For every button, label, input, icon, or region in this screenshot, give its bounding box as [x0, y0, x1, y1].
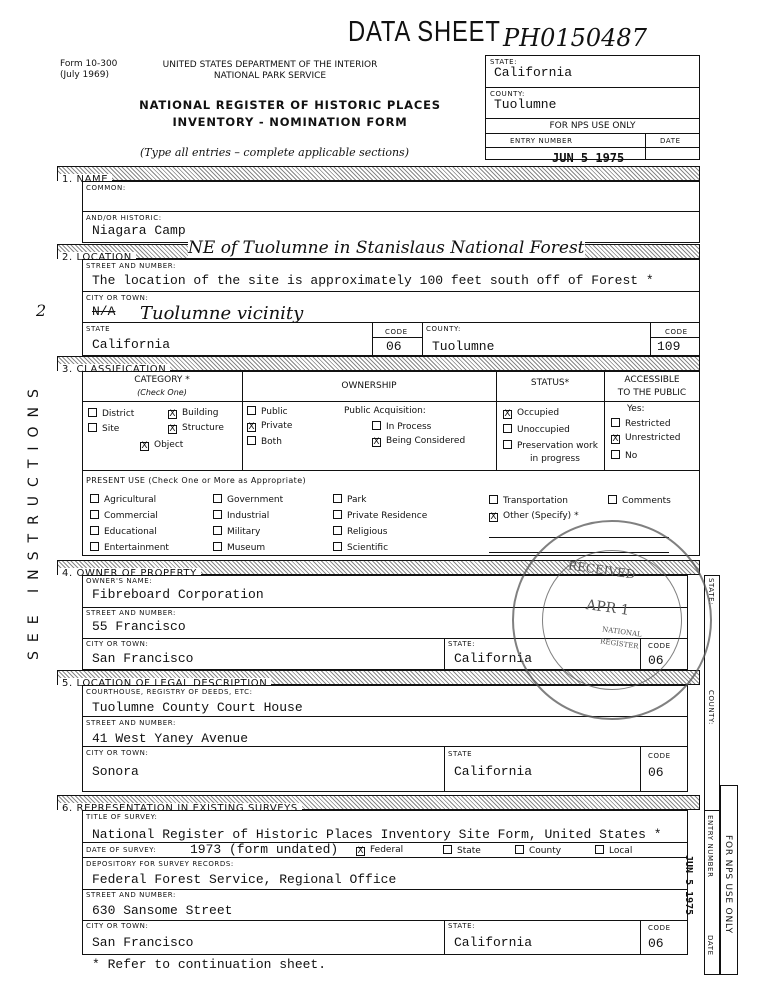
location-state: California: [92, 337, 171, 352]
county-code: 109: [657, 339, 681, 354]
present-use-label: PRESENT USE (Check One or More as Appropriate): [86, 476, 307, 485]
survey-local[interactable]: Local: [595, 845, 632, 856]
date-label: DATE: [660, 137, 681, 145]
survey-code-label: CODE: [648, 924, 671, 932]
location-county: Tuolumne: [432, 339, 495, 354]
category-label: CATEGORY *: [134, 375, 190, 385]
survey-title: National Register of Historic Places Inventory Site Form, United States *: [92, 827, 662, 842]
state-label: STATE:: [490, 58, 518, 66]
state-code: 06: [386, 339, 402, 354]
nps-use-label: FOR NPS USE ONLY: [549, 121, 636, 131]
use-museum[interactable]: Museum: [213, 542, 265, 553]
city-mark: 2: [36, 301, 47, 320]
owner-street: 55 Francisco: [92, 619, 186, 634]
common-label: COMMON:: [86, 184, 126, 192]
state-code-label: CODE: [385, 328, 408, 336]
ownership-both[interactable]: Both: [247, 436, 282, 447]
owner-code-label: CODE: [648, 642, 671, 650]
status-preservation[interactable]: Preservation work: [503, 440, 598, 451]
legal-street-label: STREET AND NUMBER:: [86, 719, 177, 727]
public-acquisition-label: Public Acquisition:: [344, 406, 426, 416]
acquisition-in-process[interactable]: In Process: [372, 421, 431, 432]
check-one-note: (Check One): [137, 388, 187, 397]
agency-line-2: NATIONAL PARK SERVICE: [213, 71, 327, 81]
use-educational[interactable]: Educational: [90, 526, 157, 537]
county-code-label: CODE: [665, 328, 688, 336]
use-transportation[interactable]: Transportation: [489, 495, 568, 506]
county-label: COUNTY:: [490, 90, 525, 98]
date-stamp: JUN 5 1975: [552, 151, 625, 165]
received-stamp-date: APR 1: [585, 597, 631, 619]
right-nps-use: FOR NPS USE ONLY: [723, 835, 733, 934]
use-scientific[interactable]: Scientific: [333, 542, 388, 553]
survey-state-label: STATE:: [448, 922, 476, 930]
received-stamp-register: REGISTER: [599, 637, 639, 651]
accessible-label-1: ACCESSIBLE: [624, 375, 680, 385]
accessible-label-2: TO THE PUBLIC: [617, 388, 687, 398]
use-private-residence[interactable]: Private Residence: [333, 510, 427, 521]
category-building[interactable]: X Building: [169, 408, 219, 419]
use-commercial[interactable]: Commercial: [90, 510, 158, 521]
legal-state: California: [454, 764, 533, 779]
city-label: CITY OR TOWN:: [86, 294, 149, 302]
right-state-label: STATE:: [707, 578, 715, 606]
received-stamp-text: RECEIVED: [567, 558, 637, 582]
data-sheet-title: DATA SHEET: [348, 16, 501, 48]
status-unoccupied[interactable]: Unoccupied: [503, 424, 570, 435]
survey-state[interactable]: State: [443, 845, 481, 856]
survey-state-value: California: [454, 935, 533, 950]
footnote: * Refer to continuation sheet.: [92, 957, 327, 972]
accessible-no[interactable]: No: [611, 450, 637, 461]
historic-label: AND/OR HISTORIC:: [86, 214, 162, 222]
owner-state-label: STATE:: [448, 640, 476, 648]
owner-name-label: OWNER'S NAME:: [86, 577, 153, 585]
city-handwritten: Tuolumne vicinity: [140, 303, 304, 324]
category-object[interactable]: X Object: [141, 440, 184, 451]
use-military[interactable]: Military: [213, 526, 260, 537]
accessible-restricted[interactable]: Restricted: [611, 418, 671, 429]
legal-city-label: CITY OR TOWN:: [86, 749, 149, 757]
legal-code-label: CODE: [648, 752, 671, 760]
survey-federal[interactable]: X Federal: [357, 845, 404, 856]
survey-code: 06: [648, 936, 664, 951]
survey-street-label: STREET AND NUMBER:: [86, 891, 177, 899]
accessible-yes-label: Yes:: [627, 404, 645, 414]
survey-date-label: DATE OF SURVEY:: [86, 846, 157, 854]
owner-street-label: STREET AND NUMBER:: [86, 609, 177, 617]
use-government[interactable]: Government: [213, 494, 283, 505]
survey-county[interactable]: County: [515, 845, 561, 856]
agency-line-1: UNITED STATES DEPARTMENT OF THE INTERIOR: [162, 60, 378, 70]
right-date: DATE: [706, 935, 714, 956]
section-2-header: 2. LOCATION: [57, 244, 700, 259]
ownership-label: OWNERSHIP: [341, 381, 397, 391]
right-county-label: COUNTY:: [707, 690, 715, 725]
depository-label: DEPOSITORY FOR SURVEY RECORDS:: [86, 860, 234, 868]
accessible-unrestricted[interactable]: X Unrestricted: [612, 433, 681, 444]
owner-city-label: CITY OR TOWN:: [86, 640, 149, 648]
street-label: STREET AND NUMBER:: [86, 262, 177, 270]
reference-number: PH0150487: [503, 24, 647, 52]
ownership-private[interactable]: X Private: [248, 421, 293, 432]
form-date: (July 1969): [60, 70, 109, 80]
location-state-label: STATE: [86, 325, 111, 333]
state-value: California: [494, 65, 573, 80]
use-industrial[interactable]: Industrial: [213, 510, 269, 521]
category-district[interactable]: District: [88, 408, 134, 419]
ownership-public[interactable]: Public: [247, 406, 288, 417]
use-entertainment[interactable]: Entertainment: [90, 542, 169, 553]
use-religious[interactable]: Religious: [333, 526, 388, 537]
legal-code: 06: [648, 765, 664, 780]
category-site[interactable]: Site: [88, 423, 119, 434]
survey-city: San Francisco: [92, 935, 194, 950]
use-other[interactable]: X Other (Specify) *: [490, 511, 579, 522]
depository-value: Federal Forest Service, Regional Office: [92, 872, 397, 887]
owner-name: Fibreboard Corporation: [92, 587, 264, 602]
location-county-label: COUNTY:: [426, 325, 461, 333]
survey-street: 630 Sansome Street: [92, 903, 233, 918]
section-3-header: 3. CLASSIFICATION: [57, 356, 700, 371]
section-4-header: 4. OWNER OF PROPERTY: [57, 560, 700, 575]
owner-city: San Francisco: [92, 651, 194, 666]
entry-number-label: ENTRY NUMBER: [510, 137, 573, 145]
form-number: Form 10-300: [60, 59, 118, 69]
location-handwritten-note: NE of Tuolumne in Stanislaus National Forest: [188, 238, 585, 258]
acquisition-being-considered[interactable]: X Being Considered: [373, 436, 466, 447]
category-structure[interactable]: X Structure: [169, 423, 224, 434]
form-title-2: INVENTORY - NOMINATION FORM: [172, 115, 408, 129]
section-5-header: 5. LOCATION OF LEGAL DESCRIPTION: [57, 670, 700, 685]
use-park[interactable]: Park: [333, 494, 366, 505]
survey-city-label: CITY OR TOWN:: [86, 922, 149, 930]
owner-state: California: [454, 651, 533, 666]
survey-date: 1973 (form undated): [190, 842, 339, 857]
status-preservation-line2: in progress: [530, 454, 580, 464]
right-date-stamp: JUN 5 1975: [683, 855, 694, 916]
form-instructions: (Type all entries – complete applicable sections): [140, 146, 409, 159]
status-occupied[interactable]: X Occupied: [504, 408, 560, 419]
county-value: Tuolumne: [494, 97, 557, 112]
city-struck: N/A: [92, 304, 116, 319]
section-1-header: 1. NAME: [57, 166, 700, 181]
see-instructions-margin: SEE INSTRUCTIONS: [26, 380, 42, 660]
received-stamp-national: NATIONAL: [601, 625, 643, 639]
use-comments[interactable]: Comments: [608, 495, 671, 506]
use-agricultural[interactable]: Agricultural: [90, 494, 156, 505]
section-6-header: 6. REPRESENTATION IN EXISTING SURVEYS: [57, 795, 700, 810]
legal-state-label: STATE: [448, 750, 473, 758]
right-entry-number: ENTRY NUMBER: [706, 815, 714, 878]
legal-street: 41 West Yaney Avenue: [92, 731, 249, 746]
legal-city: Sonora: [92, 764, 139, 779]
historic-name: Niagara Camp: [92, 223, 186, 238]
courthouse-value: Tuolumne County Court House: [92, 700, 303, 715]
survey-title-label: TITLE OF SURVEY:: [86, 813, 158, 821]
courthouse-label: COURTHOUSE, REGISTRY OF DEEDS, ETC:: [86, 688, 253, 696]
owner-code: 06: [648, 653, 664, 668]
form-title-1: NATIONAL REGISTER OF HISTORIC PLACES: [139, 98, 441, 112]
status-label: STATUS*: [530, 378, 570, 388]
location-street: The location of the site is approximately 100 feet south off of Forest *: [92, 273, 654, 288]
